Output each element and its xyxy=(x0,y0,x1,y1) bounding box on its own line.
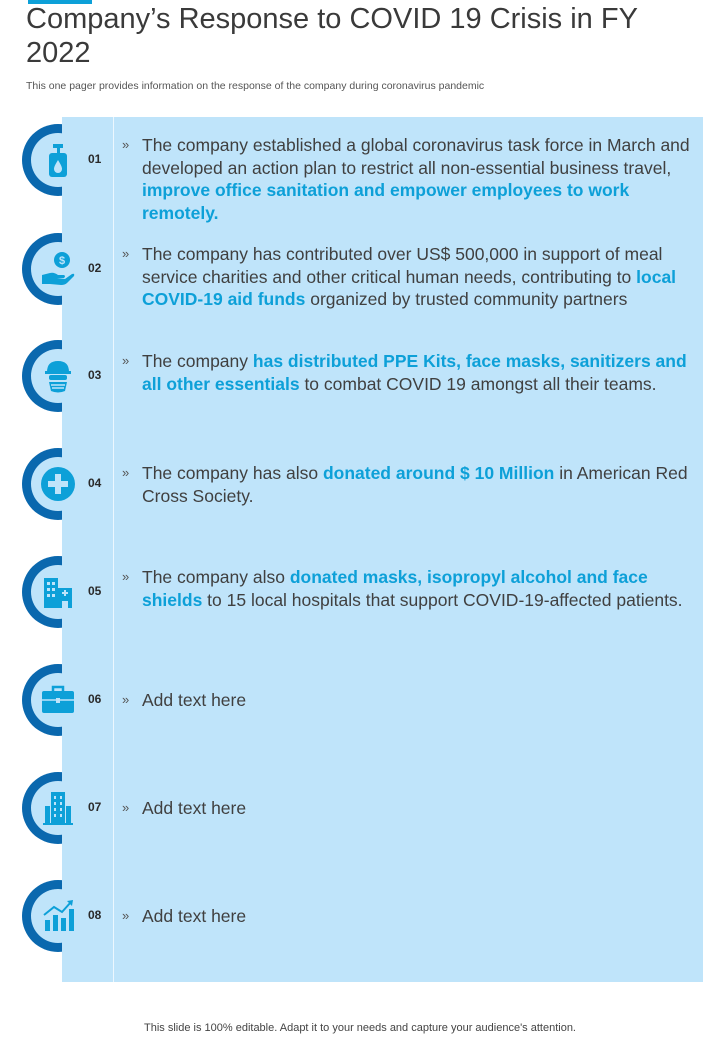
highlight-text: local COVID-19 aid funds xyxy=(142,266,677,309)
highlight-text: improve office sanitation and empower employees to work remotely. xyxy=(142,180,630,223)
item-text: » The company has also donated around $ 10 Million in American Red Cross Society. xyxy=(122,463,688,506)
medical-cross-icon xyxy=(38,464,78,504)
page-subtitle: This one pager provides information on the response of the company during coronavirus pandemic xyxy=(26,80,485,92)
item-number: 05 xyxy=(88,584,102,598)
item-text: » The company established a global coronavirus task force in March and developed an action plan to restrict all non-essential business travel, improve office sanitation and empower employees to work remotely. xyxy=(122,135,690,223)
item-number: 01 xyxy=(88,152,102,166)
bullet-marker: » xyxy=(122,692,130,707)
sanitizer-icon xyxy=(38,140,78,180)
briefcase-icon xyxy=(38,680,78,720)
bullet-marker: » xyxy=(122,137,130,152)
item-text: » The company has distributed PPE Kits, face masks, sanitizers and all other essentials to combat COVID 19 amongst all their teams. xyxy=(122,351,687,394)
item-number: 07 xyxy=(88,800,102,814)
donation-hand-icon xyxy=(38,249,78,289)
item-number: 06 xyxy=(88,692,102,706)
item-text: » The company also donated masks, isopropyl alcohol and face shields to 15 local hospitals that support COVID-19-affected patients. xyxy=(122,567,683,610)
item-text: » Add text here xyxy=(122,690,247,710)
bullet-marker: » xyxy=(122,800,130,815)
masked-worker-icon xyxy=(38,356,78,396)
list-item xyxy=(0,664,720,744)
list-item xyxy=(0,448,720,528)
item-number: 08 xyxy=(88,908,102,922)
highlight-text: donated around $ 10 Million xyxy=(322,463,555,483)
item-number: 04 xyxy=(88,476,102,490)
footer-note: This slide is 100% editable. Adapt it to your needs and capture your audience's attention. xyxy=(144,1022,576,1034)
growth-chart-icon xyxy=(38,896,78,936)
page-title: Company’s Response to COVID 19 Crisis in FY 2022 xyxy=(26,3,638,69)
office-building-icon xyxy=(38,788,78,828)
item-number: 03 xyxy=(88,368,102,382)
highlight-text: donated masks, isopropyl alcohol and face shields xyxy=(142,567,648,610)
item-text: » Add text here xyxy=(122,906,247,926)
list-item xyxy=(0,124,720,223)
hospital-building-icon xyxy=(38,572,78,612)
bullet-marker: » xyxy=(122,465,130,480)
list-item xyxy=(0,233,720,313)
list-item xyxy=(0,556,720,636)
bullet-marker: » xyxy=(122,569,130,584)
bullet-marker: » xyxy=(122,246,130,261)
list-item xyxy=(0,880,720,960)
item-text: » Add text here xyxy=(122,798,247,818)
highlight-text: has distributed PPE Kits, face masks, sanitizers and all other essentials xyxy=(142,351,687,394)
list-item xyxy=(0,772,720,852)
svg-text:$: $ xyxy=(58,255,66,267)
list-item xyxy=(0,340,720,420)
item-text: » The company has contributed over US$ 500,000 in support of meal service charities and other critical human needs, contributing to local COVID-19 aid funds organized by trusted community partners xyxy=(122,244,677,309)
bullet-marker: » xyxy=(122,908,130,923)
item-number: 02 xyxy=(88,261,102,275)
bullet-marker: » xyxy=(122,353,130,368)
